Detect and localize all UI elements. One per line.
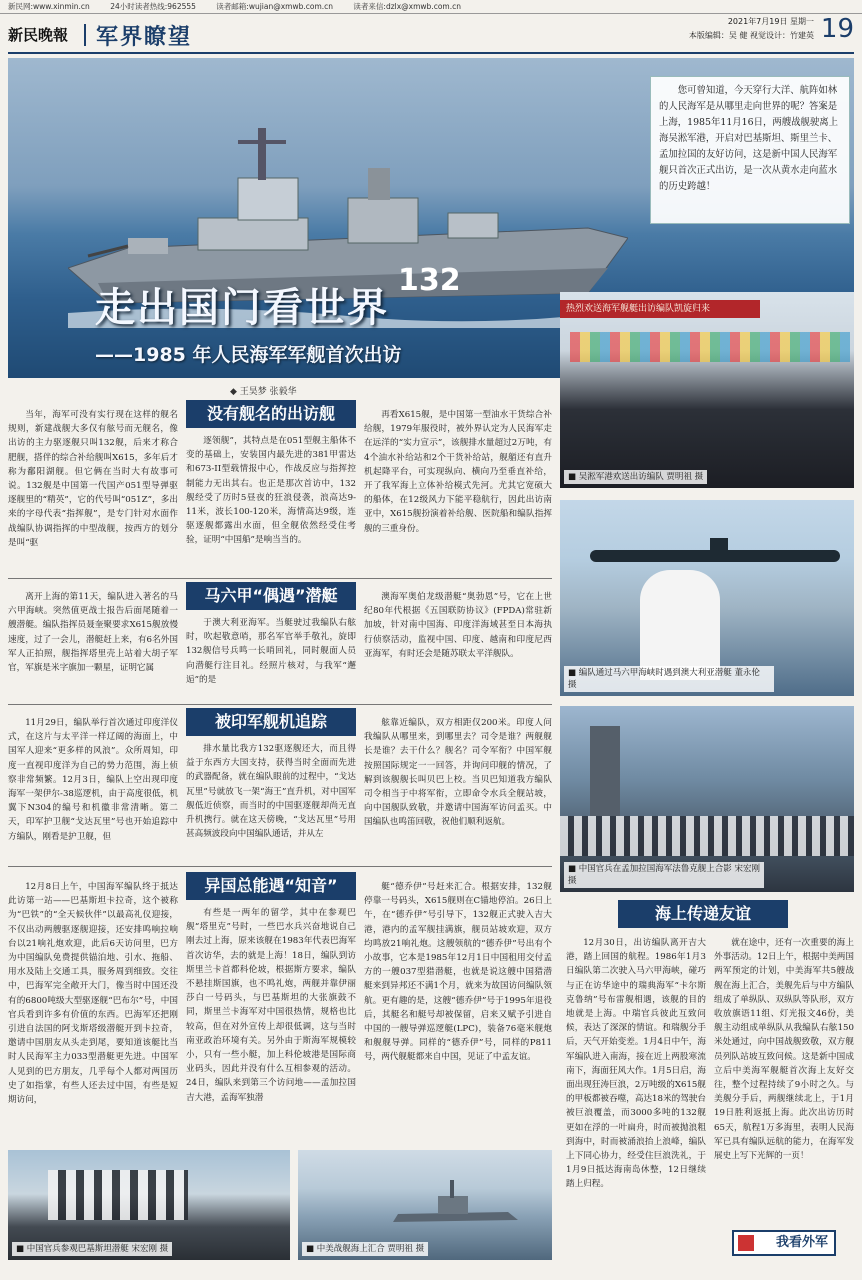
section-heading-2: 马六甲“偶遇”潜艇 [186, 582, 356, 610]
paragraph: 逐领舰”，其特点是在051型舰主船体不变的基础上，安装国内最先进的381甲雷达和673-II型载情报中心，作战反应与指挥控制能力无出其右。也正是那次首访中，132舰经受了历时5昼夜的狂浪侵袭，浪高达9-11米，波长100-120米，海情高达9级，连驱逐舰都露出水面，但全舰依然经受住考验，证明“中国船”是响当当的。 [186, 436, 356, 546]
newspaper-brand: 新民晚報 [8, 26, 69, 44]
paragraph: 于澳大利亚海军。当艇驶过我编队右舷时，吹起敬意哨，那名军官举手敬礼，旋即132舰信号兵鸣一长哨回礼，同时舰面人员向潜艇行注目礼。经照片核对，与我军“邂逅”的是 [186, 618, 356, 685]
hotline: 24小时读者热线:962555 [110, 2, 196, 11]
reader-letters: 读者来信:dzlx@xmwb.com.cn [353, 2, 461, 11]
section-2-col-1 [8, 590, 178, 700]
top-info-strip [0, 0, 862, 14]
masthead-divider [84, 24, 86, 46]
masthead [8, 14, 854, 54]
paragraph: 排水量比我方132驱逐舰还大，而且得益于东西方大国支持，获得当时全面而先进的武器配备，就在编队眼前的过程中，“戈达瓦里”号就放飞一架“海王”直升机，对中国军舰低近侦察，而当时的中国驱逐舰却尚无直升机携行。就在这天傍晚，“戈达瓦里”号用甚高频波段向中国编队通话，并从左 [186, 744, 356, 840]
section-2-col-2 [186, 616, 356, 700]
photo-bangladesh [560, 706, 854, 892]
divider [8, 578, 552, 579]
section-4-col-3 [364, 880, 552, 1142]
paragraph: 离开上海的第11天，编队进入著名的马六甲海峡。突然值更战士报告后面尾随着一艘潜艇。编队指挥员聂奎聚要求X615舰放慢速度，过了一会儿，潜艇赶上来，有6名外国军人正拍照，舰指挥塔里壳上站着大胡子军官，军旗是米字旗加一颗星，证明它属 [8, 592, 178, 674]
section-title: 军界瞭望 [96, 24, 193, 50]
flags [570, 332, 850, 362]
paragraph: 就在途中，还有一次重要的海上外事活动。12日上午，根据中美两国两军预定的计划，中美海军共5艘战舰在海上汇合，美舰先后与中方编队组成了单纵队、双纵队等队形，双方收放旗语11组、灯光报文46份，美舰主动组成单纵队从我编队右舷150米处通过，向中国战舰致敬，双方舰员列队站坡互致问候。这是新中国成立后中美海军舰艇首次海上友好交往，整个过程持续了9小时之久。与美舰分手后，两舰继续北上，于1月19日胜利返抵上海。此次出访历时65天，航程1万多海里，表明人民海军已具有编队远航的能力，在海军发展史上写下光辉的一页！ [714, 938, 854, 1162]
section-3-col-1 [8, 716, 178, 862]
paragraph: 再看X615舰，是中国第一型油水干货综合补给舰，1979年服役时，被外界认定为人民海军走在远洋的“实力宣示”，该舰排水量超过2万吨，有4个油水补给站和2个干货补给站，舰艏还有直升机起降平台，可实现纵向、横向乃至垂直补给，开了我军海上立体补给模式先河。尤其它宽硕大的船体，在12级风力下能平稳航行，因此出访南亚中，X615舰扮演着补给舰、医院船和编队指挥舰的三重身份。 [364, 410, 552, 534]
paragraph: 当年，海军可没有实行现在这样的舰名规则，新建战舰大多仅有舷号而无舰名，像出访的主力驱逐舰只叫132舰，后来才称合肥舰，搭伴的综合补给舰叫X615，多年后才称为鄱阳湖舰。但它俩在当时大有故事可说。132舰是中国第一代国产051型导弹驱逐舰里的“精英”，它的代号叫“051Z”，多出来的字母代表“指挥舰”，是专门针对水面作战编队协调指挥的中型战舰，按西方的划分是叫“驱 [8, 410, 178, 548]
officer-figure [640, 570, 720, 680]
paragraph: 12月8日上午，中国海军编队终于抵达此访第一站——巴基斯坦卡拉奇，这个被称为“巴铁”的“全天候伙伴”以最高礼仪迎接，不仅出动两艘驱逐舰迎接，还安排鸣响拉响台以21响礼炮欢迎，此后6天访问里，巴方为中国编队免费提供锚泊地、引水、拖船、用水及陆上交通工具，服务周到细致。交往中，巴海军完全敞开大门，像当时中国还没有的6800吨级大型驱逐舰“巴布尔”号，中国官兵看到许多有价值的东西。巴海军还把刚引进自法国的阿戈斯塔级潜艇开到卡拉奇，邀请中国朋友从头走到尾，要知道该艇比当时人民海军主力033型潜艇更先进。中国军人见到的巴方朋友，几乎每个人都对两国历史了如指掌，有些人还去过中国，有些是短期访问， [8, 882, 178, 1106]
paragraph: 澳海军奥伯龙级潜艇“奥勃恩”号，它在上世纪80年代根据《五国联防协议》(FPDA)常驻新加坡，针对南中国海、印度洋海域甚至日本海执行侦察活动，监视中国、印度、越南和印度尼西亚海军，有时还会是随苏联太平洋舰队。 [364, 592, 552, 659]
caption-bangladesh: ■ 中国官兵在孟加拉国海军法鲁克舰上合影 宋宏刚 摄 [564, 862, 764, 888]
divider [8, 866, 552, 867]
caption-sendoff: ■ 吴淞军港欢送出访编队 贾明祖 摄 [564, 470, 707, 484]
byline: ◆ 王昊梦 张毅华 [230, 387, 297, 397]
editor-credits: 本版编辑：吴 健 视觉设计：竹建英 [688, 31, 814, 40]
section-heading-4: 异国总能遇“知音” [186, 872, 356, 900]
photo-sendoff [560, 292, 854, 488]
photo-sino-us [298, 1150, 552, 1260]
sub-headline: ——1985 年人民海军军舰首次出访 [95, 344, 402, 366]
caption-sino-us: ■ 中美战舰海上汇合 贾明祖 摄 [302, 1242, 428, 1256]
paragraph: 11月29日，编队举行首次通过印度洋仪式，在这片与太平洋一样辽阔的海面上，中国军人迎来“更多样的风浪”。众所周知，印度一直视印度洋为自己的势力范围，海上侦察非常频繁。12月3日，编队上空出现印度海军一架伊尔-38巡逻机，由于高度很低，机翼下N304的编号和机徽非常清晰。第二天，印军护卫舰“戈达瓦里”号也开始追踪中方编队，刚看是护卫舰，但 [8, 718, 178, 842]
column-logo-text: 我看外军 [775, 1235, 828, 1250]
caption-submarine: ■ 编队通过马六甲海峡时遇到澳大利亚潜艇 董永伦 摄 [564, 666, 774, 692]
reader-email: 读者邮箱:wujian@xmwb.com.cn [216, 2, 334, 11]
photo-pakistan-submarine [8, 1150, 290, 1260]
hull-number: 132 [398, 263, 461, 298]
paragraph: 有些是一两年的留学，其中在参观巴舰“塔里克”号时，一些巴水兵兴奋地说自己刚去过上海，原来该舰在1983年代表巴海军首次访华，去的就是上海！18日，编队到访斯里兰卡首都科伦坡，根据斯方要求，编队不悬挂斯国旗，也不鸣礼炮，两舰并靠伊丽莎白一号码头，与巴基斯坦的大张旗鼓不同，斯里兰卡海军对中国很热情，规格也比较高，但在对外宣传上却很低调，这与当时南亚政治环境有关。另外由于斯海军规模较小，只有一些小艇，加上科伦坡港是国际商业码头，因此并没有什么互相参观的活动。24日，编队来到第三个访问地——孟加拉国吉大港，孟海军独潜 [186, 908, 356, 1103]
logo-mark-icon [738, 1235, 754, 1251]
distant-ship-icon [298, 1174, 552, 1234]
section-heading-1: 没有舰名的出访舰 [186, 400, 356, 428]
section-3-col-2 [186, 742, 356, 862]
section-3-col-3 [364, 716, 552, 862]
date-line: 2021年7月19日 星期一 [727, 17, 814, 26]
photo-submarine [560, 500, 854, 696]
section-1-col-2 [186, 434, 356, 574]
paragraph: 12月30日，出访编队离开吉大港，踏上回国的航程。1986年1月3日编队第二次驶入马六甲海峡，碰巧与正在访华途中的瑞典海军“卡尔斯克鲁纳”号布雷舰相遇，该舰的目的地就是上海。中瑞官兵彼此互致问候，表达了深深的情谊。和瑞舰分手后，天气开始变差。1月4日中午，海军编队进入南海，接在近上两股寒流南下，海面狂风大作。1月5日启，海面出现狂涛巨浪，2万吨级的X615舰的甲板都被吞噬，高达18米的驾驶台被巨浪覆盖，而3000多吨的132舰更如在浮的一叶扁舟，时而被抛浪粗到海中，时而被涌浪抬上浪峰，编队上下同心协力，经受住巨浪洗礼，于1月9日抵达海南岛休整，12日继续踏上归程。 [566, 938, 706, 1190]
caption-pakistan: ■ 中国官兵参观巴基斯坦潜艇 宋宏刚 摄 [12, 1242, 172, 1256]
divider [8, 704, 552, 705]
section-heading-5: 海上传递友谊 [618, 900, 788, 928]
section-1-col-1 [8, 408, 178, 574]
section-4-col-2 [186, 906, 356, 1142]
paragraph: 舷靠近编队，双方相距仅200米。印度人问我编队从哪里来，到哪里去？司令是谁？两舰舰长是谁？去干什么？舰名？司令军衔？中国军舰按照国际规定一一回答，并询问印舰的情况，了解到该舰舰长叫贝巴上校。当贝巴知道我方编队司令相当于中将军衔，立即命令水兵全舰站坡，向中国舰队致敬，并邀请中国海军访问孟买。中国编队也鸣笛回敬，祝他们顺利返航。 [364, 718, 552, 828]
paragraph: 艇“德乔伊”号赶来汇合。根据安排，132舰停靠一号码头，X615舰则在C锚地停泊。26日上午，在“德乔伊”号引导下，132舰正式驶入吉大港，港内的孟军舰挂满旗，舰员站坡欢迎，双方均鸣放21响礼炮。这艘领航的“德乔伊”号出有个小故事，它本是1985年12月1日中国租用交付孟方的一艘037型猎潜艇，也就是说这艘中国猎潜艇来到异邦还不满1个月，就来为故国访问编队领航。更有趣的是，这艘“德乔伊”号于1995年退役后，其艇名和艇号却被保留，启来又赋予引进自中国的一艘导弹巡逻艇(LPC)，装备76毫米舰炮和舰舰导弹。同样的“德乔伊”号，同样的P811号，两代舰艇都来自中国，见证了中孟友谊。 [364, 882, 552, 1063]
column-logo [732, 1230, 836, 1256]
section-5-col-1 [566, 936, 706, 1226]
section-1-col-3 [364, 408, 552, 574]
section-5-col-2 [714, 936, 854, 1196]
site-url: 新民网:www.xinmin.cn [8, 2, 90, 11]
section-heading-3: 被印军舰机追踪 [186, 708, 356, 736]
section-4-col-1 [8, 880, 178, 1142]
intro-box: 您可曾知道，今天穿行大洋、航阵如林的人民海军是从哪里走向世界的呢？答案是上海，1985年11月16日，两艘战舰驶离上海吴淞军港，开启对巴基斯坦、斯里兰卡、孟加拉国的友好访问，这是新中国人民海军舰只首次正式出访，是一次从黄水走向蓝水的历史跨越！ [650, 76, 850, 224]
section-2-col-3 [364, 590, 552, 700]
page-number: 19 [820, 14, 854, 44]
banner-text: 热烈欢送海军舰艇出访编队凯旋归来 [560, 300, 760, 318]
main-headline: 走出国门看世界 [95, 285, 389, 331]
